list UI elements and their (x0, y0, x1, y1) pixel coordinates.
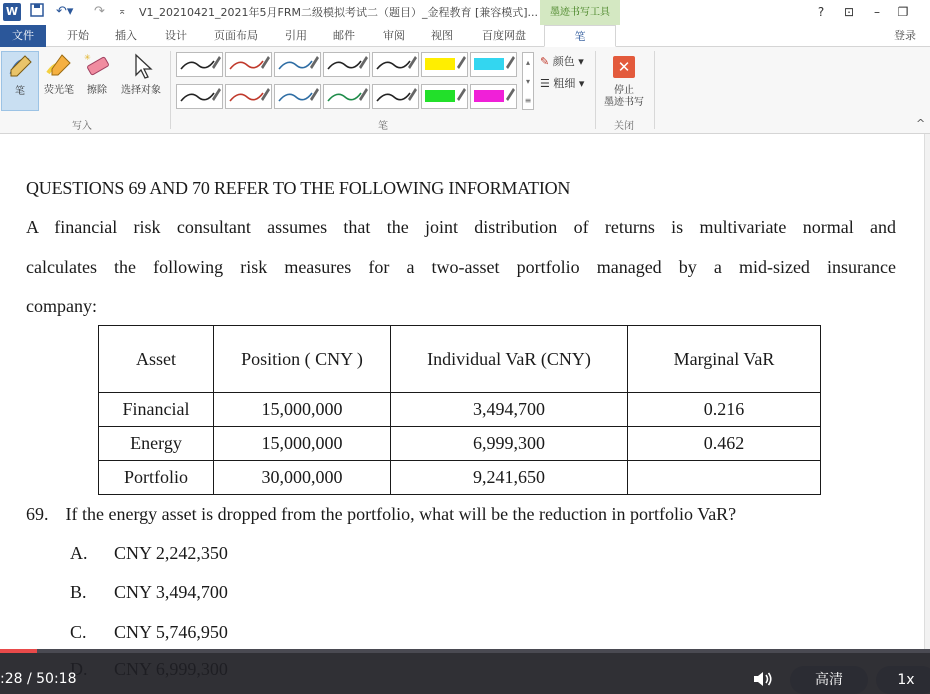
restore-icon[interactable]: ❐ (897, 5, 909, 19)
pen-swatch[interactable] (373, 53, 419, 77)
cell-marginal-var (628, 461, 821, 495)
option-text: CNY 2,242,350 (114, 543, 228, 563)
select-objects-label: 选择对象 (121, 85, 161, 96)
pen-swatch[interactable] (324, 85, 370, 109)
tab-baidu-netdisk[interactable]: 百度网盘 (482, 29, 526, 42)
save-icon[interactable] (30, 3, 44, 21)
document-page (0, 134, 930, 649)
cell-position: 15,000,000 (214, 393, 391, 427)
group-divider (170, 51, 171, 129)
intro-line-2: calculates the following risk measures for a two-asset portfolio managed by a mid-sized insurance (26, 257, 896, 277)
ribbon-display-options-icon[interactable]: ⊡ (843, 5, 855, 19)
question-69 (26, 504, 736, 525)
header-individual-var: Individual VaR (CNY) (391, 326, 628, 393)
pen-swatch[interactable] (226, 85, 272, 109)
eraser-icon (82, 51, 112, 81)
pen-swatches (176, 52, 524, 110)
quality-button[interactable]: 高清 (790, 666, 868, 694)
pen-swatch[interactable] (373, 85, 419, 109)
volume-icon[interactable] (752, 670, 774, 688)
window-title: V1_20210421_2021年5月FRM二级模拟考试二（题目）_金程教育 [兼容模式]... (139, 6, 539, 19)
pen-swatch[interactable] (275, 85, 321, 109)
thickness-label: 粗细 (553, 77, 576, 90)
eraser-tool-button[interactable] (80, 51, 114, 111)
highlighter-icon (44, 51, 74, 81)
option-text: CNY 5,746,950 (114, 622, 228, 642)
cell-asset: Energy (99, 427, 214, 461)
section-heading: QUESTIONS 69 AND 70 REFER TO THE FOLLOWING INFORMATION (26, 178, 571, 198)
title-bar (0, 0, 930, 25)
ink-tools-context-label: 墨迹书写工具 (540, 0, 620, 25)
thickness-icon: ☰ (540, 77, 550, 90)
tab-design[interactable]: 设计 (165, 29, 187, 42)
color-pen-icon: ✎ (540, 55, 550, 68)
header-marginal-var: Marginal VaR (628, 326, 821, 393)
redo-icon[interactable]: ↷ (94, 4, 105, 19)
cell-individual-var: 9,241,650 (391, 461, 628, 495)
question-text: If the energy asset is dropped from the portfolio, what will be the reduction in portfolio VaR? (65, 504, 737, 524)
table-header-row (99, 326, 821, 393)
option-letter: A. (70, 543, 88, 563)
cell-marginal-var: 0.216 (628, 393, 821, 427)
table-row (99, 393, 821, 427)
tab-page-layout[interactable]: 页面布局 (214, 29, 258, 42)
pen-swatch[interactable] (324, 53, 370, 77)
ribbon (0, 47, 930, 134)
vertical-scrollbar[interactable] (924, 134, 930, 649)
pen-tool-button[interactable] (1, 51, 39, 111)
cell-position: 30,000,000 (214, 461, 391, 495)
ribbon-tabs (0, 25, 930, 47)
collapse-ribbon-icon[interactable]: ^ (916, 117, 926, 130)
pen-swatch[interactable] (226, 53, 272, 77)
intro-line-1: A financial risk consultant assumes that the joint distribution of returns is multivariate normal and (26, 217, 896, 237)
minimize-icon[interactable]: – (874, 5, 880, 19)
help-icon[interactable]: ? (817, 5, 825, 19)
option-b (70, 582, 228, 603)
cell-asset: Financial (99, 393, 214, 427)
write-group-label: 写入 (72, 121, 92, 132)
pen-swatch[interactable] (177, 85, 223, 109)
pen-gallery (176, 52, 524, 110)
login-link[interactable]: 登录 (894, 29, 916, 42)
option-text: CNY 3,494,700 (114, 582, 228, 602)
option-letter: C. (70, 622, 87, 642)
video-control-bar (0, 649, 930, 694)
tab-view[interactable]: 视图 (431, 29, 453, 42)
video-progress-bar[interactable] (0, 649, 930, 653)
cell-individual-var: 6,999,300 (391, 427, 628, 461)
group-divider (654, 51, 655, 129)
risk-measures-table (98, 325, 821, 495)
option-letter: B. (70, 582, 87, 602)
intro-line-3: company: (26, 296, 97, 316)
word-app-icon: W (3, 3, 21, 21)
pen-swatch[interactable] (275, 53, 321, 77)
pen-swatch[interactable] (422, 53, 468, 77)
tab-home[interactable]: 开始 (67, 29, 89, 42)
highlighter-tool-button[interactable] (40, 51, 78, 111)
color-dropdown[interactable]: ✎ 颜色 ▾ (540, 55, 584, 68)
speed-button[interactable]: 1x (876, 666, 930, 694)
pen-swatch[interactable] (422, 85, 468, 109)
cell-marginal-var: 0.462 (628, 427, 821, 461)
undo-icon[interactable]: ↶▾ (56, 4, 74, 19)
video-time: :28 / 50:18 (0, 671, 77, 687)
pen-icon (5, 52, 35, 82)
color-label: 颜色 (552, 55, 575, 68)
customize-quick-access-icon[interactable]: ⌅ (118, 6, 127, 17)
pen-tool-label: 笔 (15, 86, 25, 97)
stop-inking-close-icon[interactable]: ✕ (613, 56, 635, 78)
tab-mailings[interactable]: 邮件 (333, 29, 355, 42)
tab-insert[interactable]: 插入 (115, 29, 137, 42)
tab-pen[interactable]: 笔 (544, 25, 616, 47)
option-a (70, 543, 228, 564)
svg-text:✳: ✳ (84, 53, 91, 62)
group-divider (595, 51, 596, 129)
pen-gallery-scroll[interactable]: ▴ ▾ ≡ (522, 52, 534, 110)
cell-position: 15,000,000 (214, 427, 391, 461)
cell-individual-var: 3,494,700 (391, 393, 628, 427)
question-number: 69. (26, 504, 49, 524)
option-c (70, 622, 228, 643)
header-asset: Asset (99, 326, 214, 393)
tab-references[interactable]: 引用 (285, 29, 307, 42)
pen-swatch[interactable] (471, 53, 517, 77)
select-objects-button[interactable] (116, 51, 166, 111)
pen-swatch[interactable] (177, 53, 223, 77)
stop-inking-label[interactable]: 停止 墨迹书写 (604, 85, 644, 108)
tab-review[interactable]: 审阅 (383, 29, 405, 42)
eraser-tool-label: 擦除 (87, 85, 107, 96)
pen-swatch[interactable] (471, 85, 517, 109)
table-row (99, 461, 821, 495)
highlighter-tool-label: 荧光笔 (44, 85, 74, 96)
tab-file[interactable]: 文件 (0, 25, 46, 47)
video-progress-fill (0, 649, 37, 653)
cell-asset: Portfolio (99, 461, 214, 495)
select-cursor-icon (126, 51, 156, 81)
table-row (99, 427, 821, 461)
thickness-dropdown[interactable]: ☰ 粗细 ▾ (540, 77, 585, 90)
header-position: Position ( CNY ) (214, 326, 391, 393)
pen-group-label: 笔 (378, 121, 388, 132)
close-group-label: 关闭 (614, 121, 634, 132)
